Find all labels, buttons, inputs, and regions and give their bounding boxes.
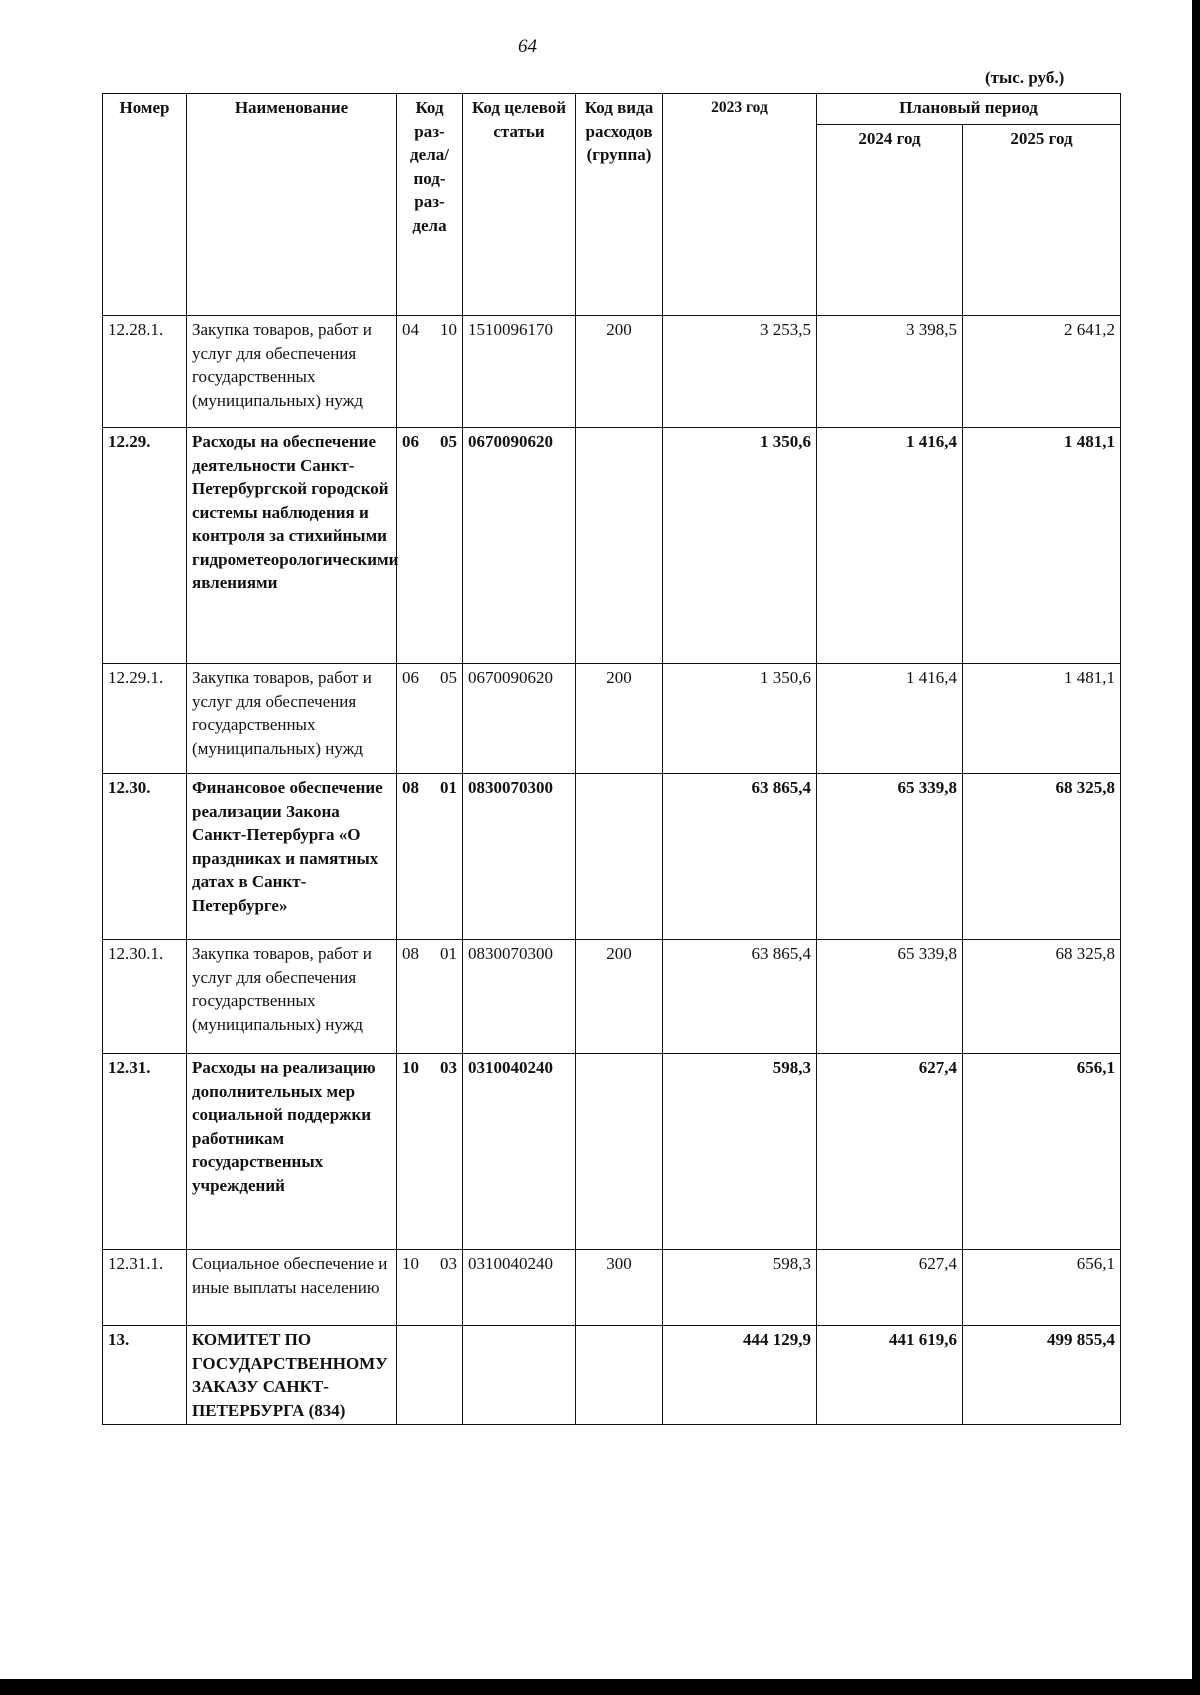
cell-2025: 1 481,1 <box>963 664 1121 774</box>
cell-prz: 05 <box>440 432 457 451</box>
cell-2023: 3 253,5 <box>663 316 817 428</box>
cell-name: КОМИТЕТ ПО ГОСУДАРСТВЕННОМУ ЗАКАЗУ САНКТ-ПЕТЕРБУРГА (834) <box>187 1326 397 1425</box>
cell-prz: 03 <box>440 1058 457 1077</box>
header-kvr: Код вида расходов (группа) <box>576 94 663 316</box>
cell-razdel <box>397 664 463 774</box>
cell-nomer: 12.31.1. <box>103 1250 187 1326</box>
cell-kvr: 300 <box>576 1250 663 1326</box>
cell-razdel <box>397 940 463 1054</box>
cell-2023: 598,3 <box>663 1054 817 1250</box>
cell-2024: 1 416,4 <box>817 664 963 774</box>
cell-rz: 04 <box>402 320 419 339</box>
cell-2024: 1 416,4 <box>817 428 963 664</box>
cell-name: Социальное обеспечение и иные выплаты населению <box>187 1250 397 1326</box>
cell-kvr: 200 <box>576 664 663 774</box>
cell-name: Расходы на обеспечение деятельности Санкт-Петербургской городской системы наблюдения и контроля за стихийными гидрометеорологическими явлениями <box>187 428 397 664</box>
cell-nomer: 12.30. <box>103 774 187 940</box>
cell-kcsr: 0670090620 <box>463 664 576 774</box>
cell-kcsr: 0830070300 <box>463 774 576 940</box>
cell-kcsr: 0830070300 <box>463 940 576 1054</box>
cell-razdel <box>397 1250 463 1326</box>
cell-name: Финансовое обеспечение реализации Закона Санкт-Петербурга «О праздниках и памятных датах в Санкт-Петербурге» <box>187 774 397 940</box>
cell-2025: 68 325,8 <box>963 940 1121 1054</box>
table-row <box>103 774 1121 940</box>
cell-prz: 03 <box>440 1254 457 1273</box>
header-plan-period: Плановый период <box>817 94 1121 125</box>
cell-2025: 1 481,1 <box>963 428 1121 664</box>
table-row <box>103 316 1121 428</box>
cell-2023: 1 350,6 <box>663 664 817 774</box>
cell-razdel <box>397 1054 463 1250</box>
cell-name: Расходы на реализацию дополнительных мер социальной поддержки работникам государственных учреждений <box>187 1054 397 1250</box>
cell-prz: 10 <box>440 320 457 339</box>
cell-prz: 05 <box>440 668 457 687</box>
cell-razdel <box>397 428 463 664</box>
scan-edge-right <box>1192 0 1200 1695</box>
cell-rz: 10 <box>402 1254 419 1273</box>
cell-2024: 65 339,8 <box>817 940 963 1054</box>
header-razdel: Код раз-дела/ под-раз-дела <box>397 94 463 316</box>
cell-2023: 63 865,4 <box>663 940 817 1054</box>
header-2024: 2024 год <box>817 125 963 316</box>
header-2023: 2023 год <box>663 94 817 316</box>
cell-nomer: 12.29. <box>103 428 187 664</box>
cell-rz: 06 <box>402 668 419 687</box>
cell-kcsr: 0310040240 <box>463 1250 576 1326</box>
cell-2025: 656,1 <box>963 1250 1121 1326</box>
table-row <box>103 1054 1121 1250</box>
cell-prz: 01 <box>440 944 457 963</box>
cell-name: Закупка товаров, работ и услуг для обеспечения государственных (муниципальных) нужд <box>187 664 397 774</box>
cell-2024: 65 339,8 <box>817 774 963 940</box>
scan-edge-bottom <box>0 1679 1200 1695</box>
cell-razdel <box>397 316 463 428</box>
table-body <box>103 316 1121 1425</box>
unit-label: (тыс. руб.) <box>985 68 1065 87</box>
cell-kcsr: 0310040240 <box>463 1054 576 1250</box>
cell-razdel <box>397 774 463 940</box>
cell-kvr <box>576 428 663 664</box>
cell-rz: 10 <box>402 1058 419 1077</box>
cell-2025: 68 325,8 <box>963 774 1121 940</box>
page-number: 64 <box>518 36 537 57</box>
header-2025: 2025 год <box>963 125 1121 316</box>
header-name: Наименование <box>187 94 397 316</box>
cell-2024: 627,4 <box>817 1250 963 1326</box>
cell-name: Закупка товаров, работ и услуг для обеспечения государственных (муниципальных) нужд <box>187 316 397 428</box>
cell-nomer: 12.28.1. <box>103 316 187 428</box>
table-row <box>103 428 1121 664</box>
table-row <box>103 664 1121 774</box>
cell-2024: 627,4 <box>817 1054 963 1250</box>
table-row <box>103 940 1121 1054</box>
cell-rz: 08 <box>402 778 419 797</box>
cell-nomer: 12.30.1. <box>103 940 187 1054</box>
cell-2025: 656,1 <box>963 1054 1121 1250</box>
cell-kcsr <box>463 1326 576 1425</box>
cell-2023: 1 350,6 <box>663 428 817 664</box>
cell-kvr <box>576 1054 663 1250</box>
cell-2024: 3 398,5 <box>817 316 963 428</box>
cell-razdel <box>397 1326 463 1425</box>
cell-rz: 08 <box>402 944 419 963</box>
cell-nomer: 13. <box>103 1326 187 1425</box>
cell-kvr: 200 <box>576 940 663 1054</box>
budget-table <box>102 93 1121 1425</box>
cell-2023: 63 865,4 <box>663 774 817 940</box>
cell-nomer: 12.31. <box>103 1054 187 1250</box>
table-row <box>103 1326 1121 1425</box>
cell-prz: 01 <box>440 778 457 797</box>
header-kcsr: Код целевой статьи <box>463 94 576 316</box>
cell-2024: 441 619,6 <box>817 1326 963 1425</box>
cell-2025: 499 855,4 <box>963 1326 1121 1425</box>
cell-2025: 2 641,2 <box>963 316 1121 428</box>
cell-kcsr: 1510096170 <box>463 316 576 428</box>
cell-kvr: 200 <box>576 316 663 428</box>
cell-kcsr: 0670090620 <box>463 428 576 664</box>
cell-kvr <box>576 774 663 940</box>
cell-name: Закупка товаров, работ и услуг для обеспечения государственных (муниципальных) нужд <box>187 940 397 1054</box>
cell-rz: 06 <box>402 432 419 451</box>
cell-kvr <box>576 1326 663 1425</box>
cell-2023: 444 129,9 <box>663 1326 817 1425</box>
table-row <box>103 1250 1121 1326</box>
header-nomer: Номер <box>103 94 187 316</box>
cell-2023: 598,3 <box>663 1250 817 1326</box>
cell-nomer: 12.29.1. <box>103 664 187 774</box>
